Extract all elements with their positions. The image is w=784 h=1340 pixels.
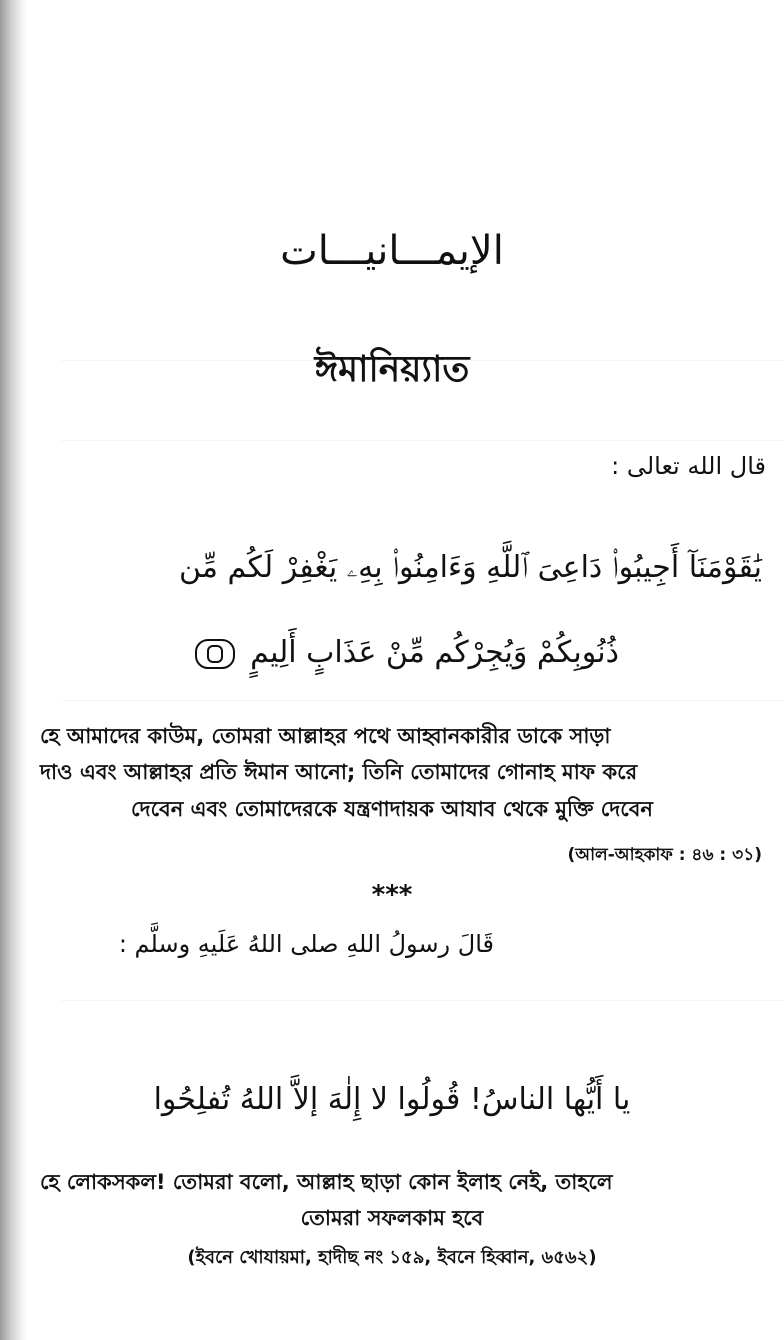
heading-bengali: ঈমানিয়্যাত	[314, 349, 470, 390]
show-through-line	[60, 1000, 784, 1001]
heading-arabic: الإيمـــانيـــات	[280, 228, 504, 274]
hadith-translation-line-2: তোমরা সফলকাম হবে	[300, 1206, 484, 1230]
hadith-intro-arabic: قَالَ رسولُ اللهِ صلى اللهُ عَلَيهِ وسلَّم :	[118, 930, 494, 958]
quran-verse-line-2-text: ذُنُوبِكُمْ وَيُجِرْكُم مِّنْ عَذَابٍ أَلِيمٍ	[250, 635, 619, 670]
hadith-reference: (ইবনে খোযায়মা, হাদীছ নং ১৫৯, ইবনে হিব্বান, ৬৫৬২)	[187, 1247, 597, 1268]
hadith-translation-line-1: হে লোকসকল! তোমরা বলো, আল্লাহ ছাড়া কোন ইলাহ নেই, তাহলে	[40, 1170, 613, 1194]
quran-reference: (আল-আহকাফ : ৪৬ : ৩১)	[567, 845, 762, 865]
page-binding-shadow	[0, 0, 28, 1340]
quran-translation-line-1: হে আমাদের কাউম, তোমরা আল্লাহর পথে আহ্বানকারীর ডাকে সাড়া	[40, 724, 611, 748]
quran-translation-line-2: দাও এবং আল্লাহর প্রতি ঈমান আনো; তিনি তোমাদের গোনাহ মাফ করে	[40, 760, 638, 784]
show-through-line	[60, 700, 784, 701]
hadith-arabic: يا أَيُّها الناسُ! قُولُوا لا إِلٰهَ إلاَّ اللهُ تُفلِحُوا	[153, 1082, 631, 1117]
ayah-end-marker-icon	[195, 639, 235, 669]
quran-verse-line-2	[195, 635, 619, 670]
show-through-line	[60, 440, 784, 441]
quran-intro-arabic: قال الله تعالى :	[611, 452, 766, 480]
quran-verse-line-1: يَٰقَوْمَنَآ أَجِيبُوا۟ دَاعِىَ ٱللَّهِ وَءَامِنُوا۟ بِهِۦ يَغْفِرْ لَكُم مِّن	[179, 550, 762, 585]
quran-translation-line-3: দেবেন এবং তোমাদেরকে যন্ত্রণাদায়ক আযাব থেকে মুক্তি দেবেন	[131, 797, 653, 821]
section-separator: ***	[371, 880, 413, 910]
